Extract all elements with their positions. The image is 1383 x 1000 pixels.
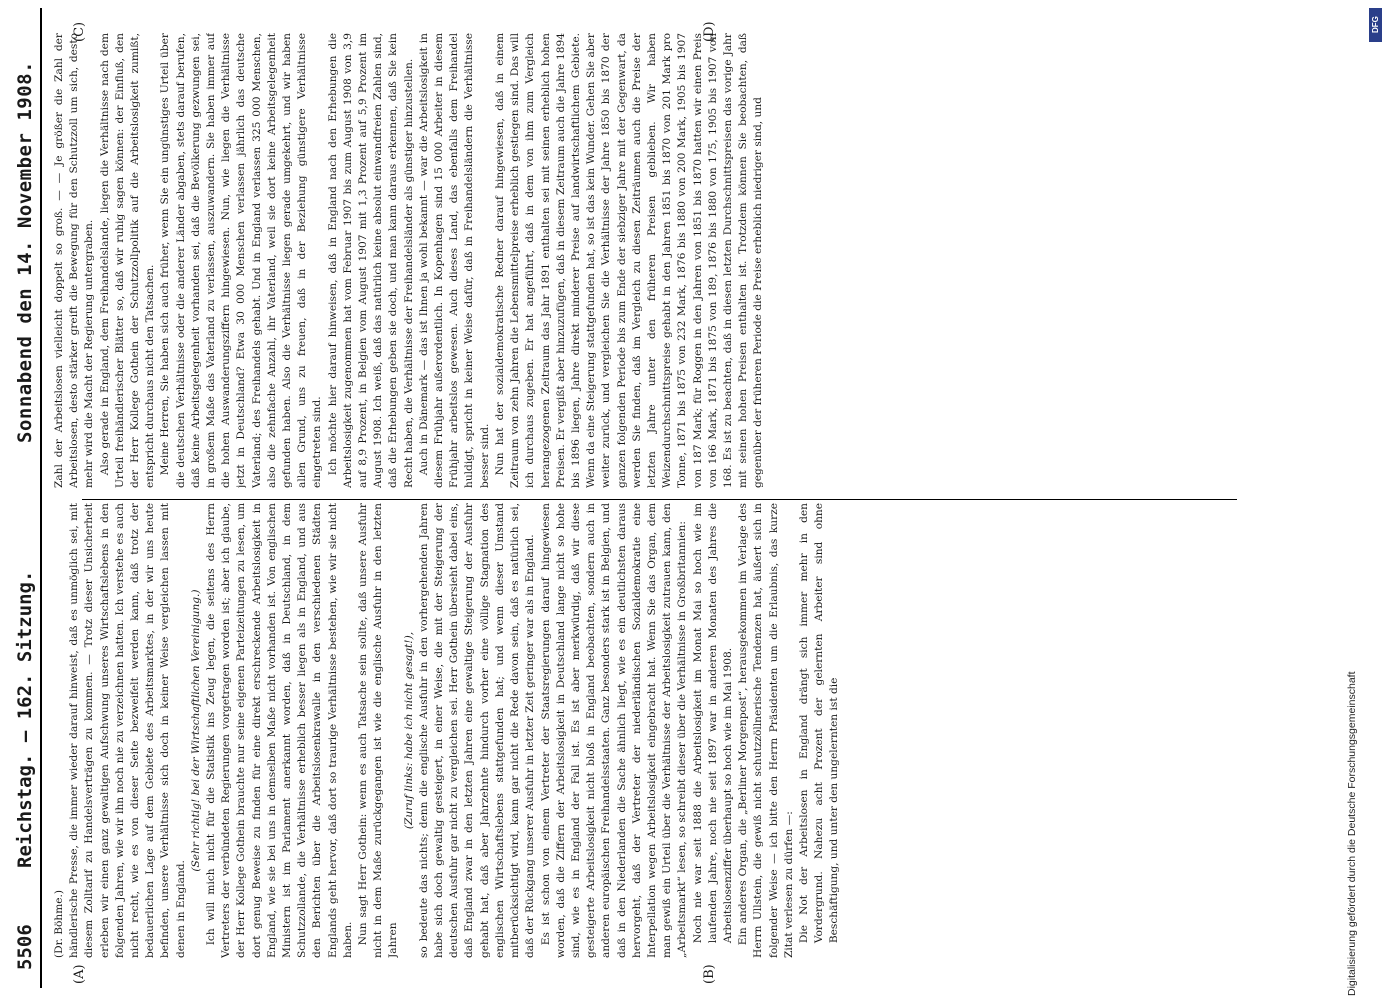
paragraph: händlerische Presse, die immer wieder darauf hinweist, daß es unmöglich sei, mit diesem Zolltarif zu Handelsverträgen zu kommen. — Trotz dieser Unsicherheit erleben wir einen ganz gewaltigen Aufschwung unseres Wirtschaftslebens in den folgenden Jahren, wie wir ihn noch nie zu verzeichnen hatten. Ich verstehe es auch nicht recht, wie es von dieser Seite bezweifelt werden kann, daß trotz der bedauerlichen Lage auf dem Gebiete des Arbeitsmarktes, in der wir uns heute befinden, unsere Verhältnisse sich doch in keiner Weise vergleichen lassen mit denen in England. xyxy=(68,503,187,958)
paragraph: Ich will mich nicht für die Statistik ins Zeug legen, die seitens des Herrn Vertreters der verbündeten Regierungen vorgetragen worden ist; aber ich glaube, der Herr Kollege Gothein brauchte nur seine eigenen Parteizeitungen zu lesen, um dort genug Beweise zu finden für eine direkt erschreckende Arbeitslosigkeit in England, wie sie bei uns in demselben Maße nicht vorhanden ist. Von englischen Ministern ist im Parlament anerkannt worden, daß in Deutschland, in dem Schutzzollande, die Verhältnisse erheblich besser liegen als in England, und aus den Berichten über die Arbeitslosenkrawalle in den verschiedenen Städten Englands geht hervor, daß dort so traurige Verhältnisse bestehen, wie wir sie nicht haben. xyxy=(205,503,354,958)
page-header xyxy=(12,8,42,988)
margin-ref-b: (B) xyxy=(702,964,717,984)
paragraph: Ein anderes Organ, die „Berliner Morgenpost“, herausgekommen im Verlage des Herrn Ullstein, die gewiß nicht schutzzöllnerische Tendenzen hat, äußert sich in folgender Weise — ich bitte den Herrn Präsidenten um die Erlaubnis, das kurze Zitat verlesen zu dürfen —: xyxy=(737,503,795,958)
paragraph: Zahl der Arbeitslosen vielleicht doppelt so groß. — — Je größer die Zahl der Arbeitslosen, desto stärker greift die Bewegung für den Schutzzoll um sich, desto mehr wird die Macht der Regierung untergraben. xyxy=(53,33,96,488)
margin-ref-d: (D) xyxy=(702,21,717,42)
paragraph: Ich möchte hier darauf hinweisen, daß in England nach den Erhebungen die Arbeitslosigkeit zugenommen hat vom Februar 1907 bis zum August 1908 von 3,9 auf 8,9 Prozent, in Belgien vom August 1907 mit 1,3 Prozent auf 5,9 Prozent im August 1908. Ich weiß, daß das natürlich keine absolut einwandfreien Zahlen sind, daß die Erhebungen geben sie doch, und man kann daraus erkennen, daß Sie kein Recht haben, die Verhältnisse der Freihandelsländer als günstiger hinzustellen. xyxy=(326,33,415,488)
margin-ref-a: (A) xyxy=(72,964,87,984)
paragraph: Meine Herren, Sie haben sich auch früher, wenn Sie ein ungünstiges Urteil über die deutschen Verhältnisse oder die anderer Länder abgaben, stets darauf berufen, daß keine Arbeitsgelegenheit vorhanden sei, daß die Bevölkerung gezwungen sei, in großem Maße das Vaterland zu verlassen, auszuwandern. Sie haben immer auf die hohen Auswanderungsziffern hingewiesen. Nun, wie liegen die Verhältnisse jetzt in Deutschland? Etwa 30 000 Menschen verlassen jährlich das deutsche Vaterland; des Freihandels gehabt. Und in England verlassen 325 000 Menschen, also die zehnfache Anzahl, ihr Vaterland, weil sie dort keine Arbeitsgelegenheit gefunden haben. Also die Verhältnisse liegen gerade umgekehrt, und wir haben allen Grund, uns zu freuen, daß in der Beziehung günstigere Verhältnisse eingetreten sind. xyxy=(159,33,324,488)
paragraph: Nun hat der sozialdemokratische Redner darauf hingewiesen, daß in einem Zeitraum von zehn Jahren die Lebensmittelpreise erheblich gestiegen sind. Das will ich durchaus zugeben. Er hat angeführt, daß in dem von ihm zum Vergleich herangezogenen Zeitraum das Jahr 1891 enthalten sei mit seinen erheblich hohen Preisen. Er vergißt aber hinzuzufügen, daß in diesem Zeitraum auch die Jahre 1894 bis 1896 liegen, Jahre direkt minderer Preise auf landwirtschaftlichem Gebiete. Wenn da eine Steigerung stattgefunden hat, so ist das kein Wunder. Gehen Sie aber weiter zurück, und vergleichen Sie die Verhältnisse der Jahre 1850 bis 1870 der ganzen folgenden Periode bis zum Ende der siebziger Jahre mit der Gegenwart, da werden Sie finden, daß im Vergleich zu diesen Zeiträumen auch die Preise der letzten Jahre unter den früheren Preisen geblieben. Wir haben Weizendurchschnittspreise gehabt in den Jahren 1851 bis 1870 von 201 Mark pro Tonne, 1871 bis 1875 von 232 Mark, 1876 bis 1880 von 200 Mark, 1905 bis 1907 von 187 Mark; für Roggen in den Jahren von 1851 bis 1870 hatten wir einen Preis von 166 Mark, 1871 bis 1875 von 189, 1876 bis 1880 von 175, 1905 bis 1907 von 168. Es ist zu beachten, daß in diesen letzten Durchschnittspreisen das vorige Jahr mit seinen hohen Preisen enthalten ist. Trotzdem können Sie beobachten, daß gegenüber der früheren Periode die Preise erheblich niedriger sind, und xyxy=(493,33,765,488)
margin-ref-c: (C) xyxy=(72,21,87,42)
paragraph: Nun sagt Herr Gothein: wenn es auch Tatsache sein sollte, daß unsere Ausfuhr nicht in dem Maße zurückgegangen ist wie die englische Ausfuhr in den letzten Jahren xyxy=(357,503,400,958)
page-number: 5506 xyxy=(14,924,36,970)
paragraph: Es ist schon von einem Vertreter der Staatsregierungen darauf hingewiesen worden, daß die Ziffern der Arbeitslosigkeit in Deutschland lange nicht so hohe sind, wie es in England der Fall ist. Es ist aber merkwürdig, daß wir diese gesteigerte Arbeitslosigkeit nicht bloß in England beobachten, sondern auch in anderen europäischen Freihandelsstaaten. Ganz besonders stark ist in Belgien, und daß in den Niederlanden die Sache ähnlich liegt, wie es ein deutlichsten daraus hervorgeht, daß der Vertreter der niederländischen Sozialdemokratie eine Interpellation wegen Arbeitslosigkeit eingebracht hat. Wenn Sie das Organ, dem man gewiß ein Urteil über die Verhältnisse der Arbeitslosigkeit zutrauen kann, den „Arbeitsmarkt“ lesen, so schreibt dieser über die Verhältnisse in Großbritannien: xyxy=(539,503,689,958)
dfg-logo: DFG xyxy=(1369,8,1382,42)
session-date: Sonnabend den 14. November 1908. xyxy=(14,60,36,443)
paragraph: Noch nie war seit 1888 die Arbeitslosigkeit im Monat Mai so hoch wie im laufenden Jahre, noch nie seit 1897 war in anderen Monaten des Jahres die Arbeitslosenziffer überhaupt so hoch wie im Mai 1908. xyxy=(691,503,734,944)
paragraph: Auch in Dänemark — das ist Ihnen ja wohl bekannt — war die Arbeitslosigkeit in diesem Frühjahr außerordentlich. In Kopenhagen sind 15 000 Arbeiter in diesem Frühjahr arbeitslos gewesen. Auch dieses Land, das ebenfalls dem Freihandel huldigt, spricht in keiner Weise dafür, daß in Freihandelsländern die Verhältnisse besser sind. xyxy=(417,33,491,488)
paragraph: Die Not der Arbeitslosen in England drängt sich immer mehr in den Vordergrund. Nahezu acht Prozent der gelernten Arbeiter sind ohne Beschäftigung, und unter den ungelernten ist die xyxy=(797,503,841,944)
paragraph: (Zuruf links: habe ich nicht gesagt!), xyxy=(402,631,415,830)
paragraph: (Dr. Böhme.) xyxy=(53,889,65,958)
paragraph: so bedeute das nichts; denn die englische Ausfuhr in den vorhergehenden Jahren habe sich doch gewaltig gesteigert, in einer Weise, die mit der Steigerung der deutschen Ausfuhr gar nicht zu vergleichen sei. Herr Gothein übersieht dabei eins, daß England zwar in den letzten Jahren eine gewaltige Steigerung der Ausfuhr gehabt hat, daß aber Jahrzehnte hindurch vorher eine völlige Stagnation des englischen Wirtschaftslebens stattgefunden hat; und wenn dieser Umstand mitberücksichtigt wird, kann gar nicht die Rede davon sein, daß es natürlich sei, daß der Rückgang unserer Ausfuhr in letzter Zeit geringer war als in England. xyxy=(417,503,537,958)
funding-note: Digitalisierung gefördert durch die Deutsche Forschungsgemeinschaft xyxy=(1346,671,1358,996)
paragraph: Also gerade in England, dem Freihandelslande, liegen die Verhältnisse nach dem Urteil freihändlerischer Blätter so, daß wir ruhig sagen können: der Einfluß, den der Herr Kollege Gothein der Schutzzollpolitik auf die Arbeitslosigkeit zumißt, entspricht durchaus nicht den Tatsachen. xyxy=(98,33,157,488)
text-column-left xyxy=(52,503,1242,958)
paragraph: (Sehr richtig! bei der Wirtschaftlichen Vereinigung.) xyxy=(189,589,202,872)
document-page xyxy=(12,8,1282,988)
running-title: Reichstag. — 162. Sitzung. xyxy=(14,570,36,868)
text-column-right xyxy=(52,33,1242,488)
column-divider xyxy=(82,499,1237,500)
